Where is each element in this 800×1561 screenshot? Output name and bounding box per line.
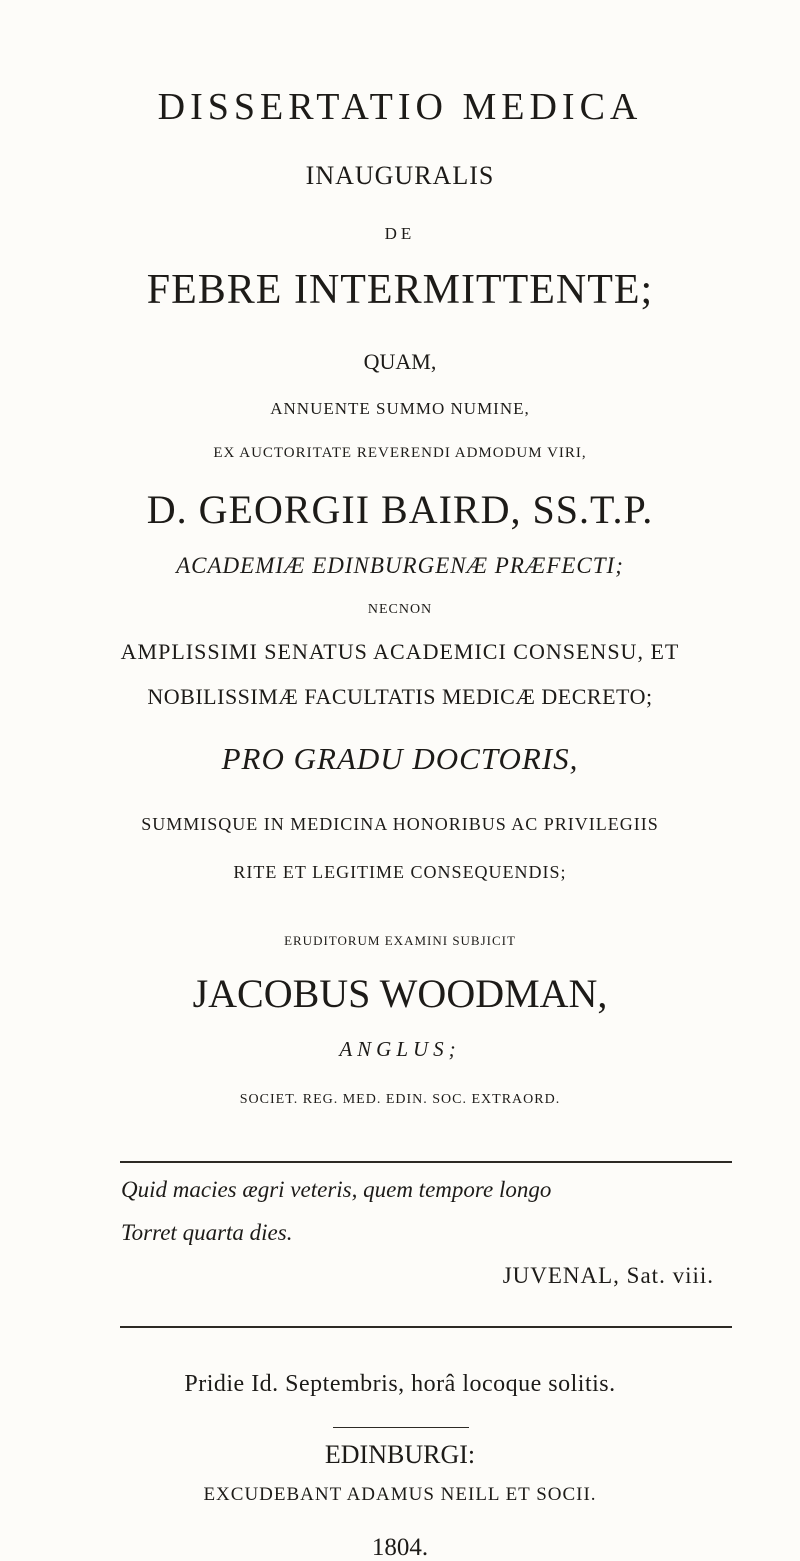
- epigraph-line-1: Quid macies ægri veteris, quem tempore longo: [121, 1177, 552, 1202]
- epigraph-attribution: JUVENAL, Sat. viii.: [502, 1263, 714, 1288]
- annuente-line: ANNUENTE SUMMO NUMINE,: [270, 399, 530, 418]
- title-line-de: DE: [384, 224, 416, 243]
- epigraph-line-2: Torret quarta dies.: [121, 1220, 293, 1245]
- necnon-line: NECNON: [367, 602, 433, 617]
- society-line: SOCIET. REG. MED. EDIN. SOC. EXTRAORD.: [239, 1092, 561, 1107]
- georgii-line: D. GEORGII BAIRD, SS.T.P.: [146, 487, 654, 532]
- amplissimi-line: AMPLISSIMI SENATUS ACADEMICI CONSENSU, ET: [120, 639, 680, 664]
- date-line: Pridie Id. Septembris, horâ locoque solitis.: [184, 1371, 616, 1397]
- ex-auctoritate-line: EX AUCTORITATE REVERENDI ADMODUM VIRI,: [213, 445, 587, 461]
- summisque-line: SUMMISQUE IN MEDICINA HONORIBUS AC PRIVILEGIIS: [141, 814, 659, 834]
- printer-line: EXCUDEBANT ADAMUS NEILL ET SOCII.: [203, 1484, 597, 1505]
- rite-line: RITE ET LEGITIME CONSEQUENDIS;: [233, 862, 567, 882]
- small-divider: [333, 1427, 469, 1428]
- anglus-line: ANGLUS;: [339, 1037, 461, 1061]
- quam-line: QUAM,: [363, 349, 437, 374]
- academiae-line: ACADEMIÆ EDINBURGENÆ PRÆFECTI;: [176, 553, 624, 578]
- top-divider: [120, 1161, 732, 1163]
- pro-gradu-line: PRO GRADU DOCTORIS,: [221, 741, 579, 776]
- bottom-divider: [120, 1326, 732, 1328]
- title-line-inauguralis: INAUGURALIS: [305, 161, 495, 190]
- author-name: JACOBUS WOODMAN,: [192, 971, 608, 1016]
- place-line: EDINBURGI:: [324, 1440, 476, 1469]
- eruditorum-line: ERUDITORUM EXAMINI SUBJICIT: [284, 933, 516, 948]
- title-line-febre: FEBRE INTERMITTENTE;: [146, 267, 654, 313]
- year-line: 1804.: [371, 1534, 429, 1561]
- title-line-dissertatio: DISSERTATIO MEDICA: [157, 86, 643, 128]
- nobilissimae-line: NOBILISSIMÆ FACULTATIS MEDICÆ DECRETO;: [147, 684, 653, 709]
